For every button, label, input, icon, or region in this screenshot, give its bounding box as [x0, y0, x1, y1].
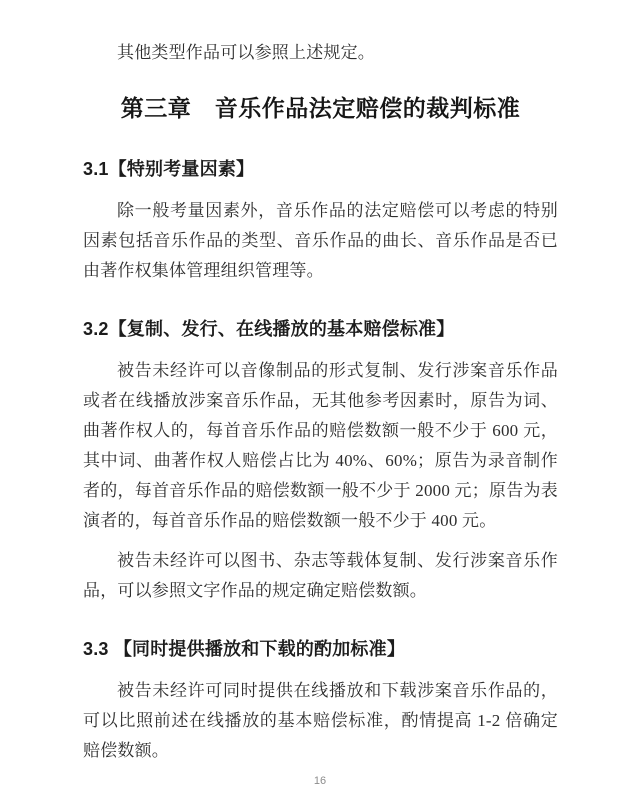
section-heading-3-3: 3.3 【同时提供播放和下载的酌加标准】	[83, 639, 406, 659]
page-number: 16	[313, 775, 327, 787]
section-3-2-paragraph-1: 被告未经许可以音像制品的形式复制、发行涉案音乐作品或者在线播放涉案音乐作品，无其他参考因素时，原告为词、曲著作权人的，每首音乐作品的赔偿数额一般不少于 600 元，其中词、曲著作权人赔偿占比为 40%、60%；原告为录音制作者的，每首音乐作品的赔偿数额一般不少于 2000 元；原告为表演者的，每首音乐作品的赔偿数额一般不少于 400 元。	[83, 361, 558, 530]
section-3-1-paragraph: 除一般考量因素外，音乐作品的法定赔偿可以考虑的特别因素包括音乐作品的类型、音乐作品的曲长、音乐作品是否已由著作权集体管理组织管理等。	[83, 201, 558, 280]
section-3-3-paragraph: 被告未经许可同时提供在线播放和下载涉案音乐作品的，可以比照前述在线播放的基本赔偿标准，酌情提高 1-2 倍确定赔偿数额。	[83, 681, 558, 760]
section-heading-3-2: 3.2【复制、发行、在线播放的基本赔偿标准】	[83, 319, 455, 339]
section-heading-3-1: 3.1【特别考量因素】	[83, 159, 255, 179]
leading-paragraph: 其他类型作品可以参照上述规定。	[117, 43, 375, 62]
section-3-2-paragraph-2: 被告未经许可以图书、杂志等载体复制、发行涉案音乐作品，可以参照文字作品的规定确定赔偿数额。	[83, 551, 558, 600]
chapter-title: 第三章 音乐作品法定赔偿的裁判标准	[120, 96, 521, 121]
